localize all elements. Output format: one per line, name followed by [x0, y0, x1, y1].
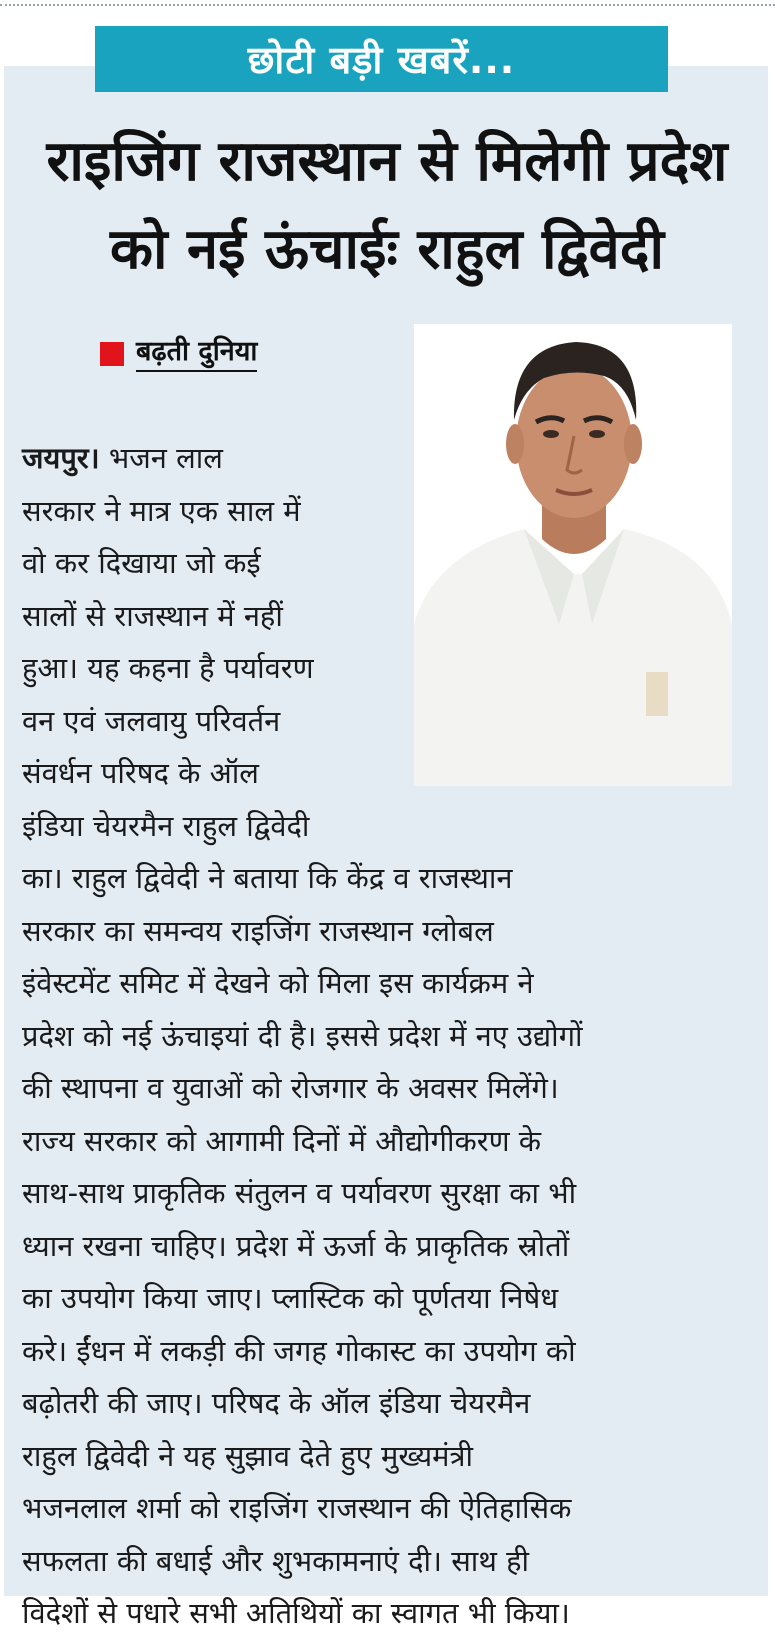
body-line: सरकार ने मात्र एक साल में: [22, 493, 301, 528]
body-line: प्रदेश को नई ऊंचाइयां दी है। इससे प्रदेश में नए उद्योगों: [22, 1018, 583, 1053]
body-line: का। राहुल द्विवेदी ने बताया कि केंद्र व राजस्थान: [22, 861, 513, 895]
body-line-1: [22, 432, 397, 485]
body-line: संवर्धन परिषद के ऑल: [22, 756, 259, 790]
byline: [100, 336, 315, 372]
body-line-1-text: भजन लाल: [108, 441, 223, 475]
body-line: सरकार का समन्वय राइजिंग राजस्थान ग्लोबल: [22, 913, 494, 948]
body-line: करे। ईंधन में लकड़ी की जगह गोकास्ट का उपयोग को: [22, 1333, 576, 1368]
body-line: राज्य सरकार को आगामी दिनों में औद्योगीकरण के: [22, 1123, 542, 1158]
headline-line-2: को नई ऊंचाईः राहुल द्विवेदी: [109, 217, 665, 282]
body-line: की स्थापना व युवाओं को रोजगार के अवसर मिलेंगे।: [22, 1071, 559, 1105]
dateline: जयपुर।: [22, 441, 100, 475]
body-line: विदेशों से पधारे सभी अतिथियों का स्वागत भी किया।: [22, 1596, 570, 1630]
section-kicker-label: छोटी बड़ी खबरें...: [247, 38, 516, 82]
byline-text: बढ़ती दुनिया: [136, 336, 257, 372]
body-line: राहुल द्विवेदी ने यह सुझाव देते हुए मुख्यमंत्री: [22, 1438, 474, 1473]
body-line: इंवेस्टमेंट समिट में देखने को मिला इस कार्यक्रम ने: [22, 966, 534, 1000]
headline: [14, 118, 760, 294]
byline-square-icon: [100, 342, 124, 366]
body-line: सफलता की बधाई और शुभकामनाएं दी। साथ ही: [22, 1543, 529, 1578]
body-line: सालों से राजस्थान में नहीं: [22, 598, 283, 633]
body-line: इंडिया चेयरमैन राहुल द्विवेदी: [22, 808, 310, 843]
body-line: हुआ। यह कहना है पर्यावरण: [22, 651, 314, 685]
article-body: [22, 432, 740, 1640]
body-line: का उपयोग किया जाए। प्लास्टिक को पूर्णतया निषेध: [22, 1281, 559, 1315]
body-line: भजनलाल शर्मा को राइजिंग राजस्थान की ऐतिहासिक: [22, 1491, 572, 1525]
body-line: वो कर दिखाया जो कई: [22, 546, 261, 580]
body-line: साथ-साथ प्राकृतिक संतुलन व पर्यावरण सुरक्षा का भी: [22, 1176, 577, 1210]
body-line: वन एवं जलवायु परिवर्तन: [22, 703, 281, 738]
top-dotted-rule: [0, 4, 775, 6]
body-line: ध्यान रखना चाहिए। प्रदेश में ऊर्जा के प्राकृतिक स्रोतों: [22, 1228, 570, 1263]
headline-line-1: राइजिंग राजस्थान से मिलेगी प्रदेश: [46, 129, 728, 194]
section-kicker: [95, 26, 668, 92]
body-line: बढ़ोतरी की जाए। परिषद के ऑल इंडिया चेयरमैन: [22, 1386, 531, 1420]
